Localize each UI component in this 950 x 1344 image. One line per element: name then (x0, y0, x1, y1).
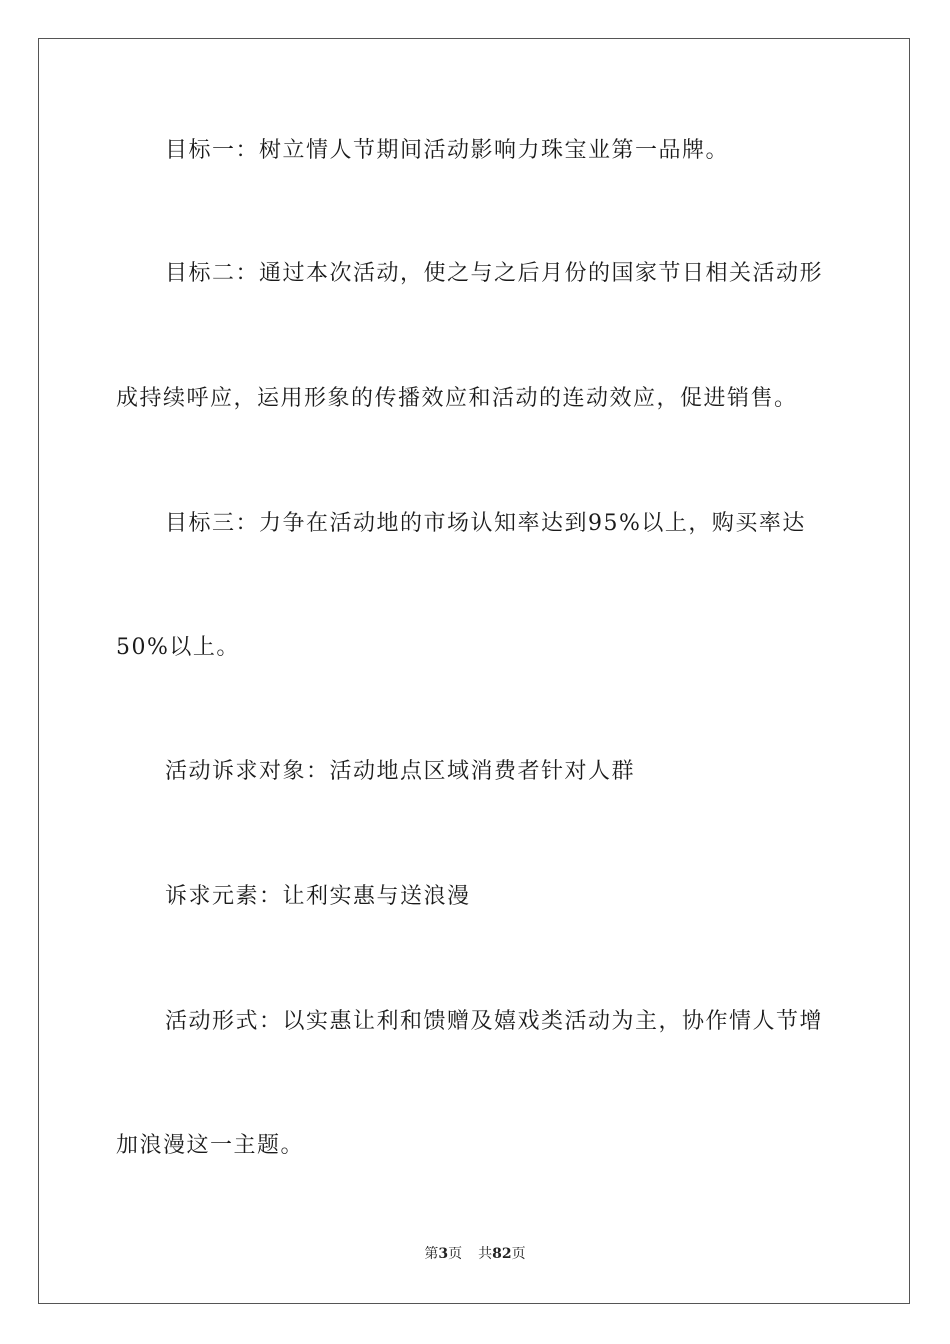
goal-two-line-1: 目标二：通过本次活动，使之与之后月份的国家节日相关活动形 (165, 261, 824, 286)
activity-form-line-2: 加浪漫这一主题。 (116, 1133, 305, 1158)
footer-page-number: 3 (438, 1246, 449, 1262)
activity-form-line-1: 活动形式：以实惠让利和馈赠及嬉戏类活动为主，协作情人节增 (165, 1009, 824, 1034)
footer-total-pages: 82 (492, 1246, 512, 1262)
page-footer (0, 1244, 950, 1264)
goal-one-line: 目标一：树立情人节期间活动影响力珠宝业第一品牌。 (165, 138, 730, 163)
footer-page-suffix: 页 (448, 1246, 463, 1262)
footer-total-suffix: 页 (511, 1246, 526, 1262)
footer-page-prefix: 第 (424, 1246, 439, 1262)
goal-three-line-2: 50%以上。 (116, 635, 240, 660)
goal-two-line-2: 成持续呼应，运用形象的传播效应和活动的连动效应，促进销售。 (116, 386, 798, 411)
page-border (38, 38, 910, 1304)
goal-three-line-1: 目标三：力争在活动地的市场认知率达到95%以上，购买率达 (165, 511, 806, 536)
appeal-elements-line: 诉求元素：让利实惠与送浪漫 (165, 884, 471, 909)
target-audience-line: 活动诉求对象：活动地点区域消费者针对人群 (165, 759, 636, 784)
footer-total-prefix: 共 (478, 1246, 493, 1262)
